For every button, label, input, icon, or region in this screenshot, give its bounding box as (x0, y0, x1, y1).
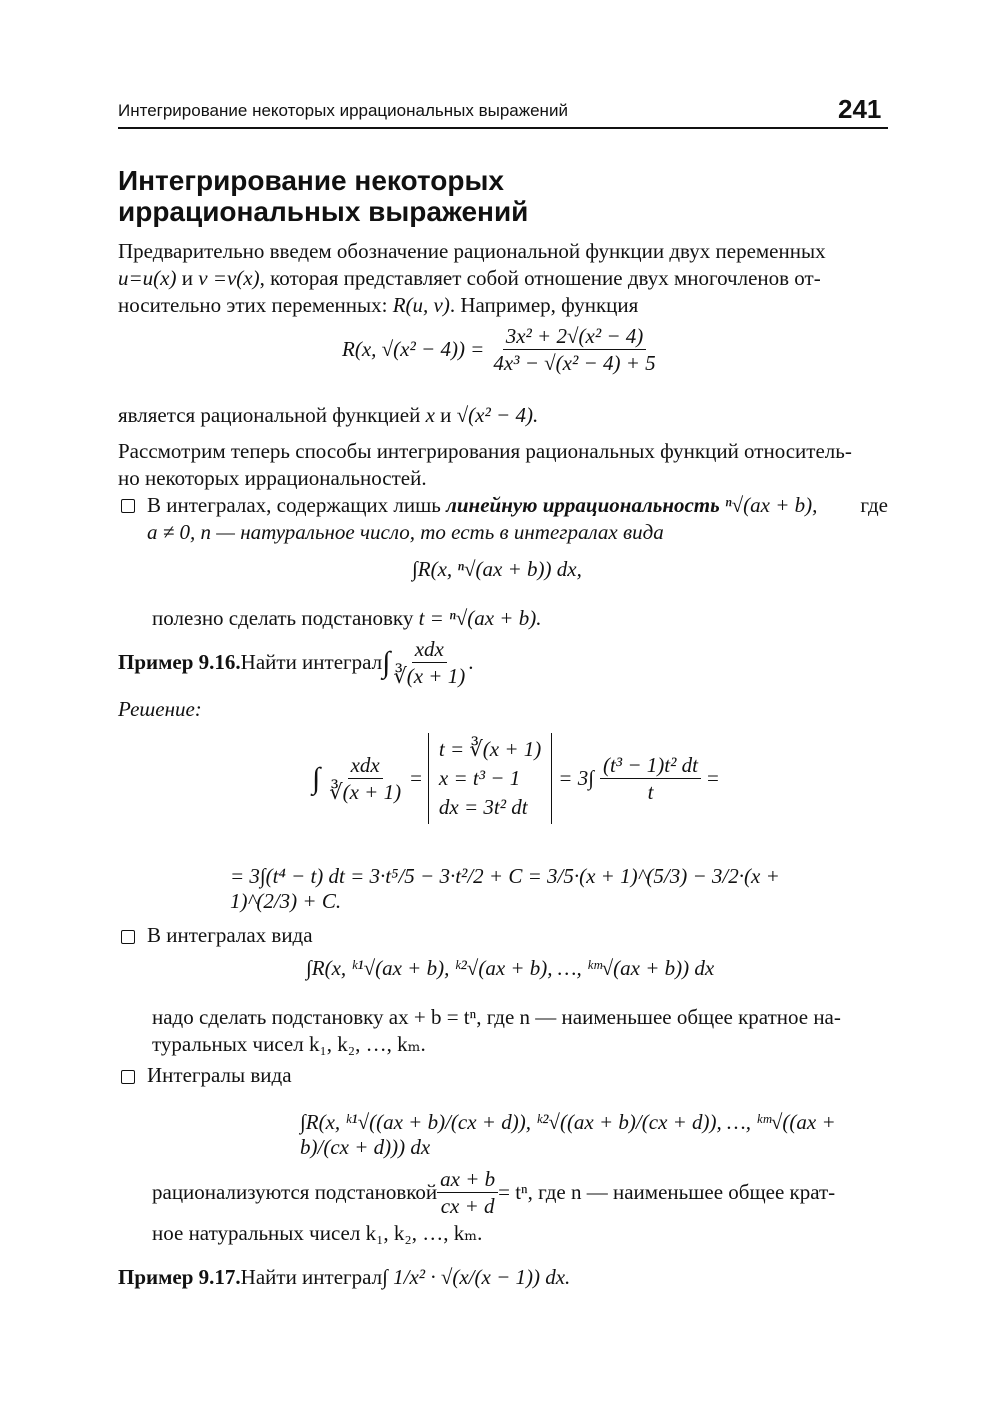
header-rule (118, 127, 888, 129)
intro-line2: u=u(x) и v =v(x), которая представляет собой отношение двух многочленов от- (118, 266, 821, 290)
bullet2-integral: ∫R(x, ᵏ¹√(ax + b), ᵏ²√(ax + b), …, ᵏᵐ√(ax + b)) dx (306, 956, 715, 980)
bullet3-integral: ∫R(x, ᵏ¹√((ax + b)/(cx + d)), ᵏ²√((ax + b)/(cx + d)), …, ᵏᵐ√((ax + b)/(cx + d))) dx (300, 1110, 836, 1159)
solution-line2: = 3∫(t⁴ − t) dt = 3·t⁵/5 − 3·t²/2 + C = 3/5·(x + 1)^(5/3) − 3/2·(x + 1)^(2/3) + C. (230, 864, 780, 913)
section-title-line1: Интегрирование некоторых (118, 165, 504, 196)
bullet3-substitution-line1: рационализуются подстановкой $\frac{ax + b}{cx + d}$ = tⁿ, где n — наименьшее общее крат- (152, 1167, 836, 1218)
bullet-marker (121, 499, 135, 513)
substitution-2: x = t³ − 1 (438, 766, 521, 790)
example-label: Пример 9.17. (118, 1265, 241, 1289)
bullet3-text: Интегралы вида (147, 1063, 292, 1087)
bullet3-substitution-line2: ное натуральных чисел k₁, k₂, …, kₘ. (152, 1221, 483, 1245)
example-function-formula (342, 323, 659, 376)
example-9-16: Пример 9.16. Найти интеграл ∫ $\frac{\text{xdx}}{∛(x + 1)}$ . (118, 637, 474, 688)
solution-line1: ∫ $\frac{\text{xdx}}{∛(x + 1)}$ = t = ∛(x + 1) x = t³ − 1 dx = 3t² dt = 3∫ $\frac{\text{(t³ − 1)t² dt}}{t}$ = (312, 733, 719, 824)
bullet-marker (121, 930, 135, 944)
example-label: Пример 9.16. (118, 650, 241, 674)
bullet1-text: В интегралах, содержащих лишь линейную иррациональность ⁿ√(ax + b), где a ≠ 0, n — натуральное число, то есть в интегралах вида (147, 493, 888, 544)
section-title (118, 165, 718, 227)
page-number: 241 (838, 94, 882, 124)
solution-label: Решение: (118, 697, 202, 721)
example-9-17-integral: ∫ 1/x² · √(x/(x − 1)) dx. (382, 1265, 571, 1289)
running-title: Интегрирование некоторых иррациональных выражений (118, 101, 568, 120)
bullet2-substitution: надо сделать подстановку ax + b = tⁿ, где n — наименьшее общее кратное на- туральных чисел k₁, k₂, …, kₘ. (152, 1005, 841, 1056)
is-rational-line: является рациональной функцией x и √(x² − 4). (118, 403, 539, 427)
example-integrand: $\frac{\text{xdx}}{∛(x + 1)}$ (393, 637, 466, 688)
substitution-1: t = ∛(x + 1) (438, 737, 542, 761)
substitution-block (428, 733, 552, 824)
example-9-17: Пример 9.17. Найти интеграл ∫ 1/x² · √(x/(x − 1)) dx. (118, 1265, 571, 1289)
intro-paragraph (118, 238, 888, 319)
formula-fraction (490, 323, 658, 376)
intro-line3: носительно этих переменных: R(u, v). Например, функция (118, 293, 639, 317)
formula-denominator: 4x³ − √(x² − 4) + 5 (493, 351, 656, 375)
bullet1-integral: ∫R(x, ⁿ√(ax + b)) dx, (412, 557, 582, 581)
intro-line1: Предварительно введем обозначение рациональной функции двух переменных (118, 239, 826, 263)
formula-lhs: R(x, √(x² − 4)) = (342, 337, 485, 361)
bullet1-substitution: полезно сделать подстановку t = ⁿ√(ax + b). (152, 606, 542, 630)
substitution-3: dx = 3t² dt (438, 795, 528, 819)
consider-paragraph: Рассмотрим теперь способы интегрирования рациональных функций относитель- но некоторых иррациональностей. (118, 439, 852, 490)
section-title-line2: иррациональных выражений (118, 196, 529, 227)
formula-numerator: 3x² + 2√(x² − 4) (503, 323, 647, 350)
bullet2-text: В интегралах вида (147, 923, 313, 947)
bullet-marker (121, 1070, 135, 1084)
